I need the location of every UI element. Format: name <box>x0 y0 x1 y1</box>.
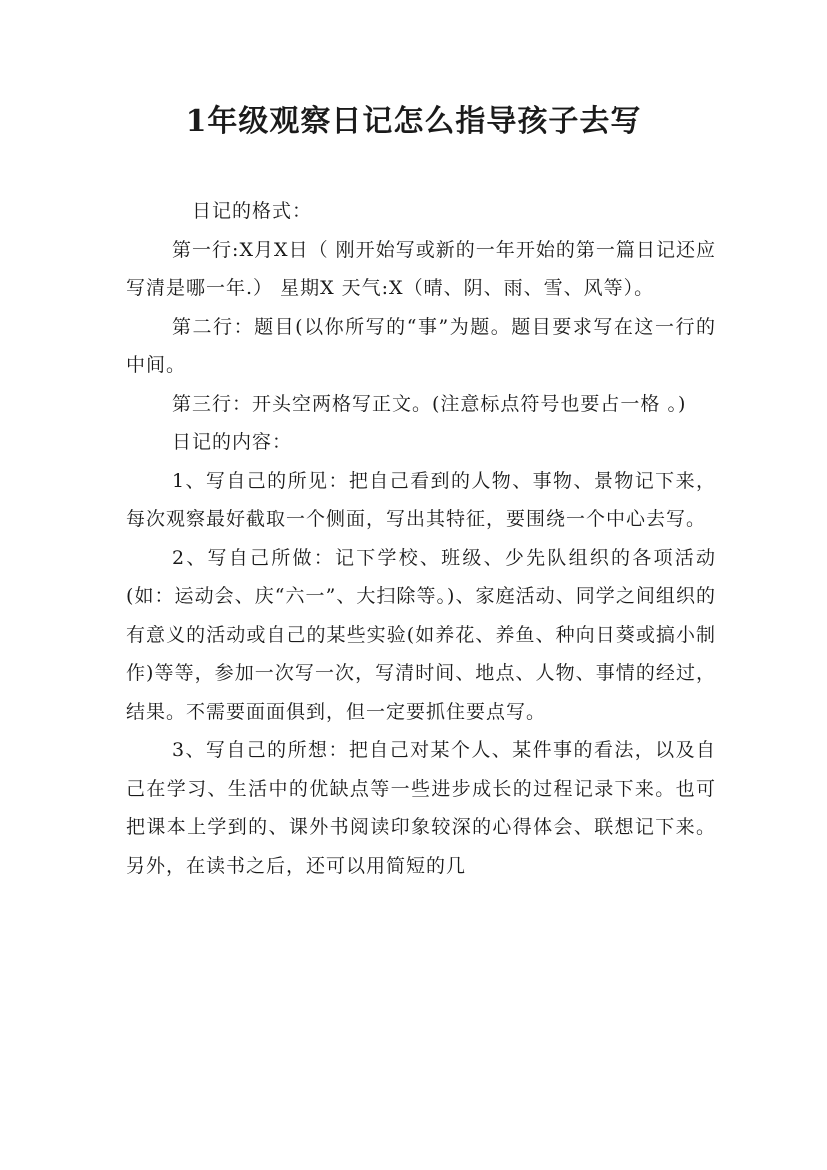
paragraph-point-two: 2、写自己所做：记下学校、班级、少先队组织的各项活动(如：运动会、庆“六一”、大扫除等。)、家庭活动、同学之间组织的有意义的活动或自己的某些实验(如养花、养鱼、种向日葵或搞小制作)等等，参加一次写一次，写清时间、地点、人物、事情的经过，结果。不需要面面俱到，但一定要抓住要点写。 <box>126 546 716 723</box>
paragraph-point-one: 1、写自己的所见：把自己看到的人物、事物、景物记下来，每次观察最好截取一个侧面，写出其特征，要围绕一个中心去写。 <box>126 469 716 530</box>
document-body <box>126 192 716 885</box>
document-title: 1年级观察日记怎么指导孩子去写 <box>185 104 642 139</box>
paragraph-content-heading: 日记的内容： <box>172 431 293 453</box>
paragraph-line-three: 第三行：开头空两格写正文。(注意标点符号也要占一格 。) <box>172 392 687 415</box>
paragraph-line-two: 第二行：题目(以你所写的“事”为题。题目要求写在这一行的中间。 <box>126 315 716 376</box>
paragraph-point-three: 3、写自己的所想：把自己对某个人、某件事的看法，以及自己在学习、生活中的优缺点等一些进步成长的过程记录下来。也可把课本上学到的、课外书阅读印象较深的心得体会、联想记下来。另外，在读书之后，还可以用简短的几 <box>126 739 716 877</box>
paragraph-format-heading: 日记的格式： <box>192 200 313 222</box>
paragraph-line-one: 第一行:X月X日（ 刚开始写或新的一年开始的第一篇日记还应写清是哪一年.） 星期X 天气:X（晴、阴、雨、雪、风等）。 <box>126 238 716 299</box>
